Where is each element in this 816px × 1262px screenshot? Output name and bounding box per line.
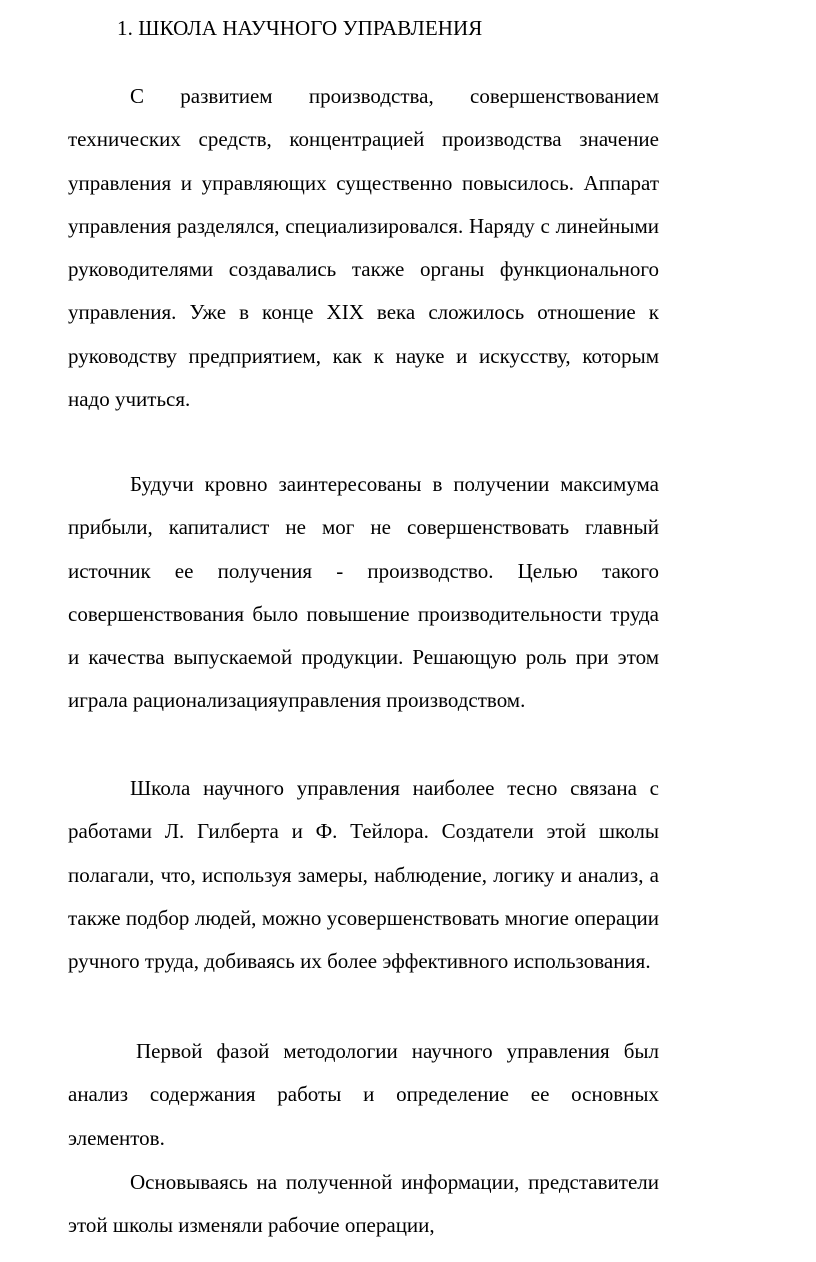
section-title: 1. ШКОЛА НАУЧНОГО УПРАВЛЕНИЯ (117, 16, 483, 40)
paragraph-development-of-production: С развитием производства, совершенствованием технических средств, концентрацией производства значение управления и управляющих существенно повысилось. Аппарат управления разделялся, специализировался. Наряду с линейными руководителями создавались также органы функционального управления. Уже в конце XIX века сложилось отношение к руководству предприятием, как к науке и искусству, которым надо учиться. (68, 84, 659, 412)
paragraph-first-phase: Первой фазой методологии научного управления был анализ содержания работы и определение ее основных элементов. (68, 1039, 659, 1150)
paragraph-school-of-scientific-management: Школа научного управления наиболее тесно связана с работами Л. Гилберта и Ф. Тейлора. Создатели этой школы полагали, что, используя замеры, наблюдение, логику и анализ, а также подбор людей, можно усовершенствовать многие операции ручного труда, добиваясь их более эффективного использования. (68, 776, 659, 974)
paragraph-based-on-information: Основываясь на полученной информации, представители этой школы изменяли рабочие операции, (68, 1170, 659, 1238)
paragraph-capitalist-interest: Будучи кровно заинтересованы в получении максимума прибыли, капиталист не мог не совершенствовать главный источник ее получения - производство. Целью такого совершенствования было повышение производительности труда и качества выпускаемой продукции. Решающую роль при этом играла рационализацияуправления производством. (68, 472, 659, 713)
